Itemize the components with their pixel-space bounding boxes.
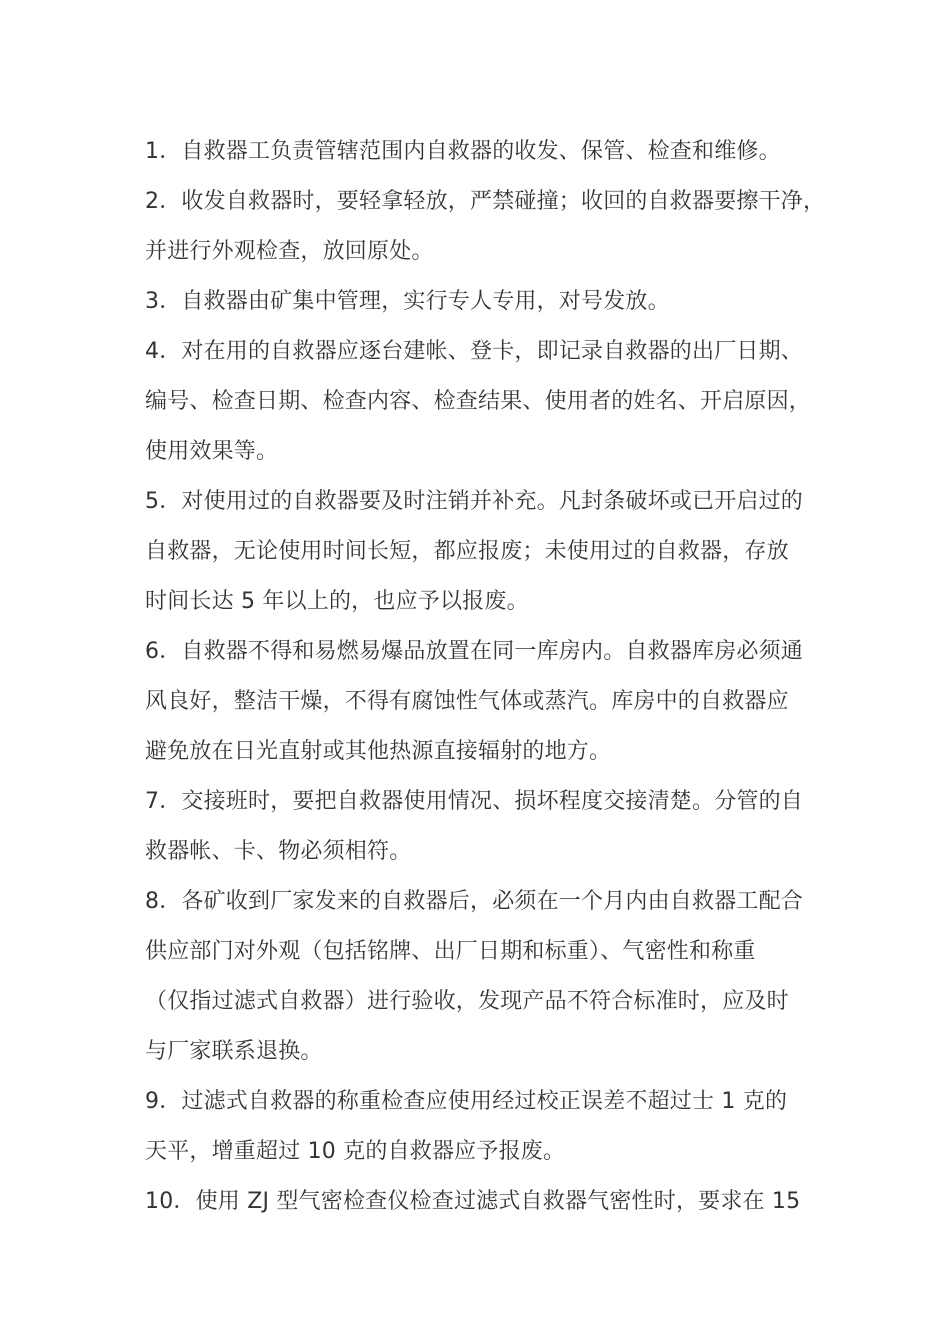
- text-line: 9．过滤式自救器的称重检查应使用经过校正误差不超过士 1 克的: [145, 1089, 788, 1114]
- text-line: 7．交接班时，要把自救器使用情况、损坏程度交接清楚。分管的自: [145, 789, 803, 814]
- text-line: 并进行外观检查，放回原处。: [145, 239, 434, 264]
- text-line: 自救器，无论使用时间长短，都应报废；未使用过的自救器，存放: [145, 539, 789, 564]
- text-line: 救器帐、卡、物必须相符。: [145, 839, 412, 864]
- text-line: 6．自救器不得和易燃易爆品放置在同一库房内。自救器库房必须通: [145, 639, 803, 664]
- text-line: 1．自救器工负责管辖范围内自救器的收发、保管、检查和维修。: [145, 139, 781, 164]
- text-line: 10．使用 ZJ 型气密检查仪检查过滤式自救器气密性时，要求在 15: [145, 1189, 801, 1214]
- text-line: 时间长达 5 年以上的，也应予以报废。: [145, 589, 529, 614]
- text-line: 2．收发自救器时，要轻拿轻放，严禁碰撞；收回的自救器要擦干净，: [145, 189, 826, 214]
- text-line: 避免放在日光直射或其他热源直接辐射的地方。: [145, 739, 612, 764]
- text-line: 使用效果等。: [145, 439, 279, 464]
- text-line: 5．对使用过的自救器要及时注销并补充。凡封条破坏或已开启过的: [145, 489, 803, 514]
- text-line: 8．各矿收到厂家发来的自救器后，必须在一个月内由自救器工配合: [145, 889, 803, 914]
- text-line: 天平，增重超过 10 克的自救器应予报废。: [145, 1139, 566, 1164]
- document-body: [145, 134, 845, 1234]
- text-line: （仅指过滤式自救器）进行验收，发现产品不符合标准时，应及时: [145, 989, 789, 1014]
- text-line: 编号、检查日期、检查内容、检查结果、使用者的姓名、开启原因，: [145, 389, 812, 414]
- text-line: 4．对在用的自救器应逐台建帐、登卡，即记录自救器的出厂日期、: [145, 339, 803, 364]
- text-line: 风良好，整洁干燥，不得有腐蚀性气体或蒸汽。库房中的自救器应: [145, 689, 789, 714]
- text-line: 供应部门对外观（包括铭牌、出厂日期和标重）、气密性和称重: [145, 939, 756, 964]
- text-line: 3．自救器由矿集中管理，实行专人专用，对号发放。: [145, 289, 670, 314]
- text-line: 与厂家联系退换。: [145, 1039, 323, 1064]
